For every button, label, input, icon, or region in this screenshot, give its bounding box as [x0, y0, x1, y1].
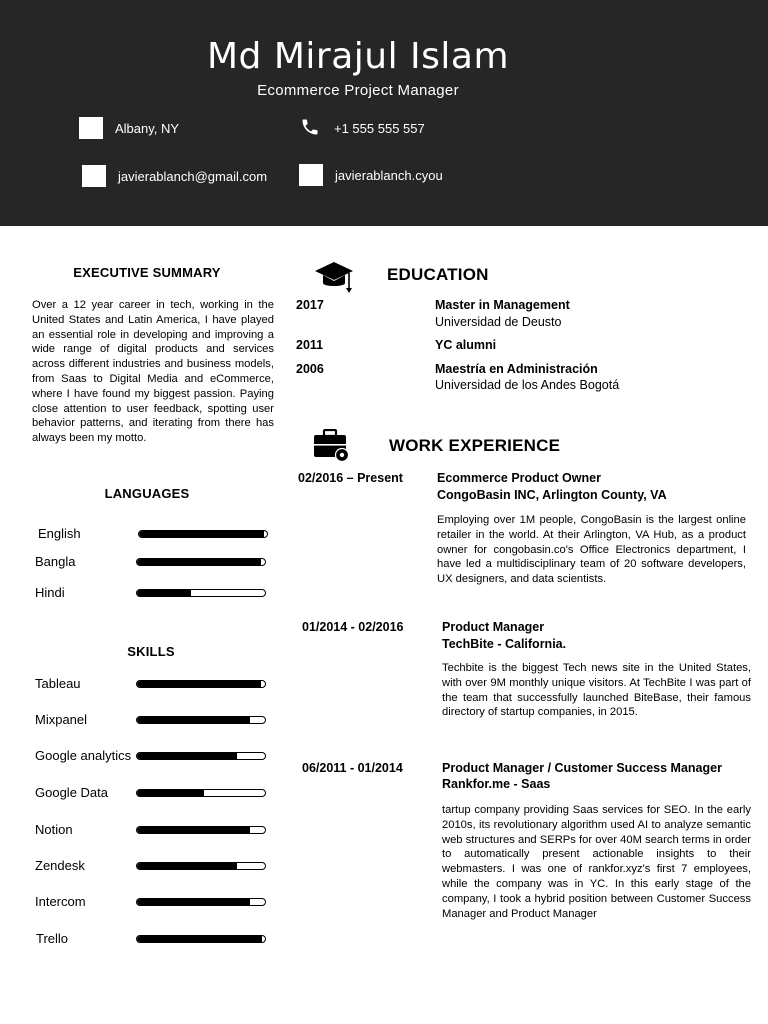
- education-degree: Maestría en Administración: [435, 362, 598, 376]
- language-level-fill: [137, 590, 191, 596]
- language-name: Hindi: [35, 585, 65, 600]
- education-year: 2011: [296, 338, 324, 352]
- education-school: Universidad de Deusto: [435, 315, 562, 329]
- skill-level-fill: [137, 863, 237, 869]
- skill-level-fill: [137, 753, 237, 759]
- job-description: Employing over 1M people, CongoBasin is the largest online retailer in the world. At their Arlington, VA Hub, as a product owner for congobasin.co's Office Electronics department, I have led a multidisciplinary team of 20 software developers, UX designers, and data scientists.: [437, 514, 746, 586]
- language-row: [0, 585, 280, 605]
- skill-name: Zendesk: [35, 858, 85, 873]
- skill-level-bar: [136, 826, 266, 834]
- language-level-fill: [137, 559, 261, 565]
- contact-phone: [300, 117, 425, 139]
- candidate-name: Md Mirajul Islam: [206, 36, 510, 77]
- phone-text: +1 555 555 557: [334, 120, 425, 136]
- language-level-bar: [136, 589, 266, 597]
- skill-level-fill: [137, 899, 250, 905]
- job-dates: 02/2016 – Present: [298, 471, 403, 485]
- skill-level-bar: [136, 935, 266, 943]
- education-school: Universidad de los Andes Bogotá: [435, 378, 620, 392]
- skills-heading: SKILLS: [127, 644, 175, 659]
- skill-row: [0, 931, 280, 951]
- language-row: [0, 526, 280, 546]
- email-icon: [82, 165, 106, 187]
- skill-name: Notion: [35, 822, 73, 837]
- skill-level-fill: [137, 790, 204, 796]
- summary-heading: EXECUTIVE SUMMARY: [73, 265, 221, 280]
- skill-name: Trello: [36, 931, 69, 946]
- skill-name: Google analytics: [35, 748, 132, 763]
- education-year: 2017: [296, 298, 324, 312]
- phone-icon: [300, 117, 324, 139]
- job-dates: 06/2011 - 01/2014: [302, 761, 403, 775]
- skill-name: Tableau: [35, 676, 81, 691]
- contact-email: [82, 165, 267, 187]
- candidate-title: Ecommerce Project Manager: [257, 82, 459, 99]
- summary-text: Over a 12 year career in tech, working in the United States and Latin America, I have played an essential role in developing and improving a wide range of digital products and services across different industries and business models, from Saas to Digital Media and eCommerce, where I have found my biggest passion. Paying close attention to user feedback, spotting user behavior patterns, and iterating from there has always been my motto.: [32, 299, 274, 445]
- skill-level-fill: [137, 827, 250, 833]
- skill-level-fill: [137, 717, 250, 723]
- skill-row: [0, 894, 280, 914]
- location-text: Albany, NY: [115, 120, 180, 136]
- website-icon: [299, 164, 323, 186]
- resume-header: [0, 0, 768, 226]
- briefcase-gear-icon: [313, 429, 351, 468]
- languages-heading: LANGUAGES: [104, 486, 190, 501]
- skill-row: [0, 858, 280, 878]
- skill-level-fill: [137, 681, 261, 687]
- skill-row: [0, 785, 280, 805]
- skill-level-bar: [136, 680, 266, 688]
- work-heading: WORK EXPERIENCE: [389, 436, 561, 455]
- job-company: Rankfor.me - Saas: [442, 777, 551, 791]
- skill-row: [0, 822, 280, 842]
- education-degree: Master in Management: [435, 298, 570, 312]
- location-icon: [79, 117, 103, 139]
- education-heading: EDUCATION: [387, 265, 489, 284]
- language-level-fill: [139, 531, 264, 537]
- skill-level-bar: [136, 862, 266, 870]
- language-row: [0, 554, 280, 574]
- skill-level-fill: [137, 936, 262, 942]
- skill-level-bar: [136, 752, 266, 760]
- skill-row: [0, 676, 280, 696]
- language-name: Bangla: [35, 554, 76, 569]
- website-text: javierablanch.cyou: [335, 167, 443, 183]
- language-level-bar: [136, 558, 266, 566]
- education-year: 2006: [296, 362, 324, 376]
- job-company: TechBite - California.: [442, 637, 567, 651]
- job-title: Product Manager: [442, 620, 545, 634]
- skill-level-bar: [136, 716, 266, 724]
- graduation-cap-icon: [314, 260, 354, 299]
- language-level-bar: [138, 530, 268, 538]
- skill-level-bar: [136, 898, 266, 906]
- skill-row: [0, 748, 280, 768]
- contact-location: [79, 117, 179, 139]
- job-description: Techbite is the biggest Tech news site in the United States, with over 9M monthly unique visitors. At TechBite I was part of the team that successfully launched BiteBase, their famous directory of startup companies, in 2015.: [442, 662, 751, 719]
- contact-website: [299, 164, 443, 186]
- email-text: javierablanch@gmail.com: [118, 168, 268, 184]
- skill-row: [0, 712, 280, 732]
- job-title: Product Manager / Customer Success Manager: [442, 761, 722, 775]
- skill-name: Mixpanel: [35, 712, 88, 727]
- skill-name: Intercom: [35, 894, 86, 909]
- skill-name: Google Data: [35, 785, 108, 800]
- job-description: tartup company providing Saas services for SEO. In the early 2010s, its revolutionary algorithm used AI to analyze semantic web structures and SERPs for over 40M search terms in order to automatically present actionable insights to their webmasters. I was one of rankfor.xyz's first 7 employees, while the company was in YC. In this early stage of the company, I took a hybrid position between Customer Success Manager and Product Manager: [442, 804, 751, 920]
- job-title: Ecommerce Product Owner: [437, 471, 601, 485]
- job-dates: 01/2014 - 02/2016: [302, 620, 404, 634]
- skill-level-bar: [136, 789, 266, 797]
- language-name: English: [38, 526, 81, 541]
- education-degree: YC alumni: [435, 338, 497, 352]
- job-company: CongoBasin INC, Arlington County, VA: [437, 488, 667, 502]
